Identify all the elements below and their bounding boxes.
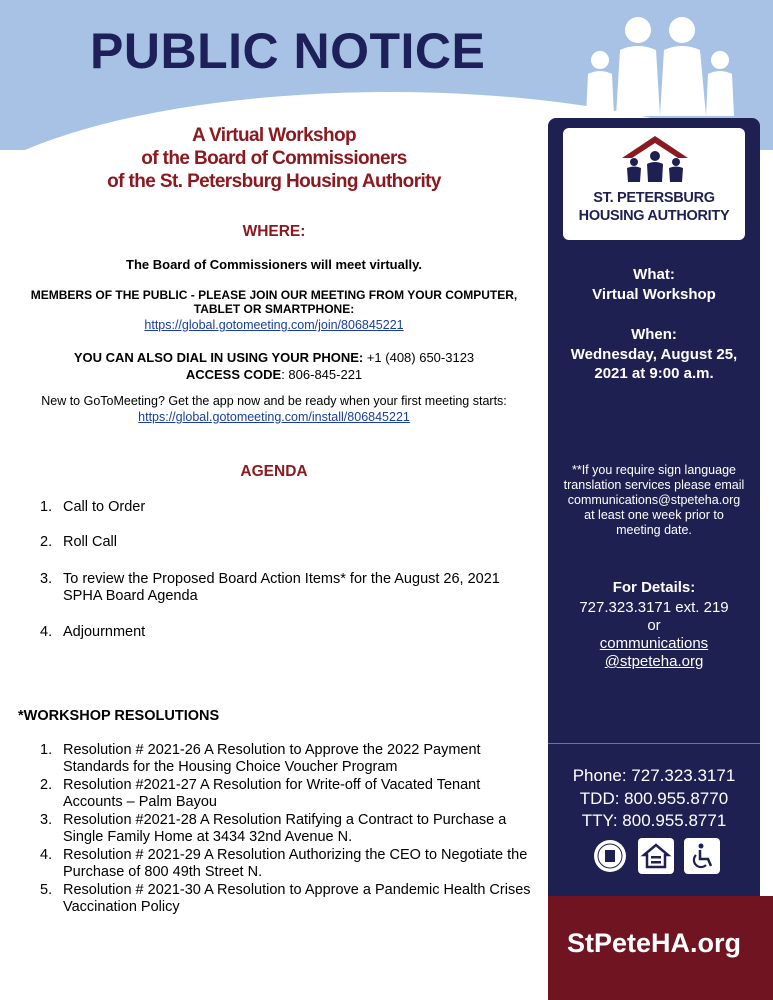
sign-note-line: communications@stpeteha.org [567, 493, 741, 507]
accessibility-icon [684, 838, 720, 874]
details-label: For Details: [612, 579, 696, 596]
badge-row [592, 838, 722, 876]
sidebar-divider [548, 743, 760, 744]
equal-housing-icon [638, 838, 674, 874]
event-title-line2: of the Board of Commissioners [141, 148, 407, 169]
agenda-item-number: 4. [40, 624, 53, 640]
resolution-number: 5. [40, 882, 53, 898]
agenda-heading: AGENDA [240, 463, 308, 480]
resolution-text: Resolution #2021-28 A Resolution Ratifying a Contract to Purchase a Single Family Home at 3434 32nd Avenue N. [63, 812, 507, 845]
details-email-link[interactable]: communications [599, 635, 709, 652]
dial-in-line [0, 350, 548, 366]
when-line1: Wednesday, August 25, [570, 346, 738, 363]
resolution-number: 3. [40, 812, 53, 828]
tdd-number: TDD: 800.955.8770 [579, 789, 729, 808]
when-line2: 2021 at 9:00 a.m. [594, 365, 714, 382]
sign-note-line: meeting date. [616, 523, 692, 537]
details-email-link-domain[interactable]: @stpeteha.org [604, 653, 704, 670]
access-label: ACCESS CODE [185, 367, 282, 382]
spha-logo [563, 128, 745, 240]
phone-number: Phone: 727.323.3171 [572, 766, 736, 785]
details-or: or [647, 617, 661, 634]
install-app-link[interactable]: https://global.gotomeeting.com/install/806845221 [138, 410, 410, 424]
agenda-item-text: Adjournment [63, 624, 146, 640]
sign-note-line: at least one week prior to [584, 508, 724, 522]
join-meeting-link[interactable]: https://global.gotomeeting.com/join/806845221 [144, 318, 404, 332]
resolution-number: 4. [40, 847, 53, 863]
logo-text-line1: ST. PETERSBURG [593, 190, 715, 206]
access-code: : 806-845-221 [281, 367, 363, 382]
agenda-item-number: 1. [40, 499, 53, 515]
resolutions-heading: *WORKSHOP RESOLUTIONS [18, 708, 220, 724]
meet-virtually-text: The Board of Commissioners will meet virtually. [126, 257, 422, 272]
resolution-number: 1. [40, 742, 53, 758]
resolution-text: Resolution #2021-27 A Resolution for Write-off of Vacated Tenant Accounts – Palm Bayou [63, 777, 481, 810]
event-title-line3: of the St. Petersburg Housing Authority [107, 171, 441, 192]
agenda-item-number: 2. [40, 534, 53, 550]
join-instructions-line1: MEMBERS OF THE PUBLIC - PLEASE JOIN OUR MEETING FROM YOUR COMPUTER, [30, 288, 518, 302]
agenda-item-text: To review the Proposed Board Action Items* for the August 26, 2021 SPHA Board Agenda [63, 571, 500, 604]
agenda-item-text: Call to Order [63, 499, 146, 515]
website-link[interactable]: StPeteHA.org [566, 928, 742, 958]
what-label: What: [633, 266, 675, 283]
resolution-number: 2. [40, 777, 53, 793]
join-instructions-line2: TABLET OR SMARTPHONE: [193, 302, 355, 316]
app-download-text: New to GoToMeeting? Get the app now and be ready when your first meeting starts: [41, 394, 507, 408]
agenda-item-number: 3. [40, 571, 53, 587]
resolution-text: Resolution # 2021-30 A Resolution to Approve a Pandemic Health Crises Vaccination Policy [63, 882, 531, 915]
where-heading: WHERE: [242, 223, 306, 240]
house-logo-icon [618, 134, 692, 184]
dial-label: YOU CAN ALSO DIAL IN USING YOUR PHONE: [73, 350, 364, 365]
when-label: When: [631, 326, 677, 343]
details-phone: 727.323.3171 ext. 219 [579, 599, 729, 616]
access-code-line [0, 367, 548, 383]
agenda-item-text: Roll Call [63, 534, 117, 550]
sign-note-line: translation services please email [563, 478, 745, 492]
hud-seal-icon [592, 838, 628, 874]
family-icon [580, 8, 740, 118]
page-title: PUBLIC NOTICE [90, 23, 486, 79]
sign-language-note [548, 463, 760, 538]
what-value: Virtual Workshop [592, 286, 716, 303]
tty-number: TTY: 800.955.8771 [581, 811, 727, 830]
event-title-line1: A Virtual Workshop [191, 125, 357, 146]
sign-note-line: **If you require sign language [571, 463, 736, 477]
resolution-text: Resolution # 2021-29 A Resolution Authorizing the CEO to Negotiate the Purchase of 800 49th Street N. [63, 847, 528, 880]
dial-number: +1 (408) 650-3123 [363, 350, 475, 365]
resolution-text: Resolution # 2021-26 A Resolution to Approve the 2022 Payment Standards for the Housing Choice Voucher Program [63, 742, 481, 775]
logo-text-line2: HOUSING AUTHORITY [578, 208, 730, 224]
